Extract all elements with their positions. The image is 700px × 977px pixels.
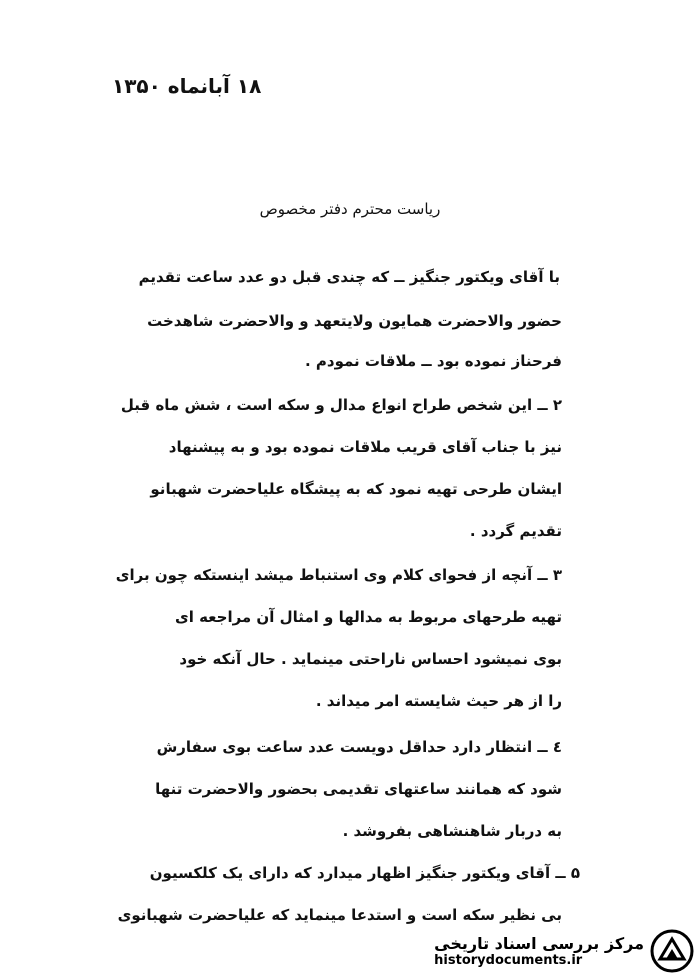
watermark	[434, 929, 694, 973]
body-line: ۲ ــ این شخص طراح انواع مدال و سکه است ، شش ماه قبل	[120, 396, 562, 414]
archive-logo-icon	[650, 929, 694, 973]
body-line: به دربار شاهنشاهی بفروشد .	[342, 822, 562, 840]
body-line: تهیه طرحهای مربوط به مدالها و امثال آن مراجعه ای	[174, 608, 562, 626]
body-line: حضور والاحضرت همایون ولایتعهد و والاحضرت شاهدخت	[147, 312, 562, 330]
body-line: ایشان طرحی تهیه نمود که به پیشگاه علیاحضرت شهبانو	[150, 480, 562, 498]
body-line: ٤ ــ انتظار دارد حداقل دویست عدد ساعت بوی سفارش	[156, 738, 562, 756]
watermark-title: مرکز بررسی اسناد تاریخی	[434, 934, 644, 953]
body-line: با آقای ویکتور جنگیز ــ که چندی قبل دو عدد ساعت تقدیم	[138, 268, 560, 286]
body-line: ۳ ــ آنچه از فحوای کلام وی استنباط میشد اینستکه چون برای	[115, 566, 562, 584]
body-line: بوی نمیشود احساس ناراحتی مینماید . حال آنکه خود	[179, 650, 562, 668]
body-line: را از هر حیث شایسته امر میداند .	[315, 692, 562, 710]
letter-salutation: ریاست محترم دفتر مخصوص	[259, 200, 441, 218]
body-line: ۵ ــ آقای ویکتور جنگیز اظهار میدارد که دارای یک کلکسیون	[149, 864, 580, 882]
body-line: بی نظیر سکه است و استدعا مینماید که علیاحضرت شهبانوی	[117, 906, 562, 924]
watermark-url: historydocuments.ir	[434, 953, 583, 968]
body-line: فرحناز نموده بود ــ ملاقات نمودم .	[304, 352, 562, 370]
letter-date: ۱۸ آبانماه ۱۳۵۰	[112, 74, 262, 98]
body-line: نیز با جناب آقای قریب ملاقات نموده بود و به پیشنهاد	[168, 438, 562, 456]
body-line: تقدیم گردد .	[469, 522, 562, 540]
body-line: شود که همانند ساعتهای تقدیمی بحضور والاحضرت تنها	[155, 780, 562, 798]
